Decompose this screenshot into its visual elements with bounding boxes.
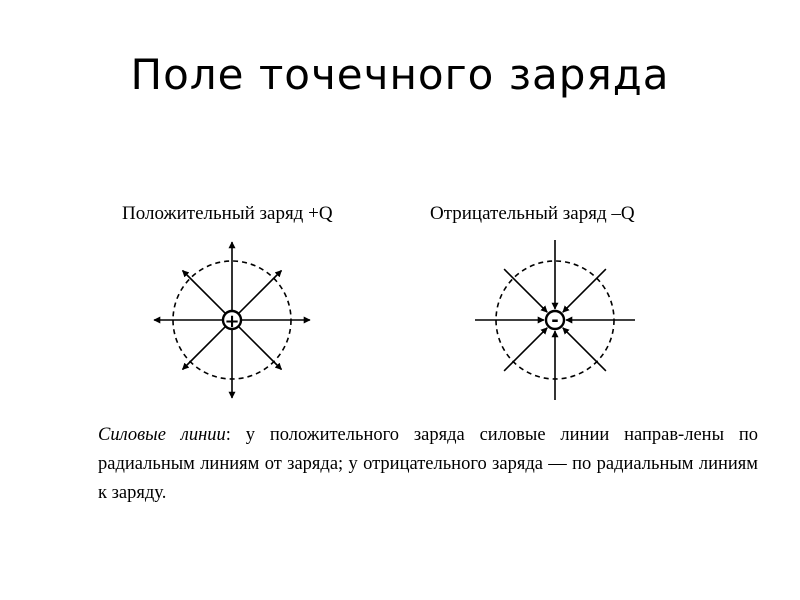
positive-field-line-7 [239, 271, 281, 313]
positive-charge-symbol: + [224, 311, 240, 332]
positive-field-line-1 [239, 327, 281, 369]
positive-charge-field [154, 242, 310, 398]
negative-field-line-5 [504, 269, 547, 312]
caption-text: : у положительного заряда силовые линии направ-лены по радиальным линиям от заряда; у отрицательного заряда — по радиальным линиям к заряду. [98, 425, 758, 503]
caption [98, 421, 758, 508]
negative-field-line-7 [563, 269, 606, 312]
positive-field-line-3 [183, 327, 225, 369]
negative-field-line-3 [504, 328, 547, 371]
positive-charge-label: Положительный заряд +Q [122, 203, 333, 224]
slide-title: Поле точечного заряда [130, 50, 670, 99]
positive-field-line-5 [183, 271, 225, 313]
negative-charge-field [475, 240, 635, 400]
caption-term: Силовые линии [98, 425, 226, 445]
negative-charge-label: Отрицательный заряд –Q [430, 203, 635, 224]
negative-charge-symbol: - [551, 310, 559, 331]
negative-field-line-1 [563, 328, 606, 371]
